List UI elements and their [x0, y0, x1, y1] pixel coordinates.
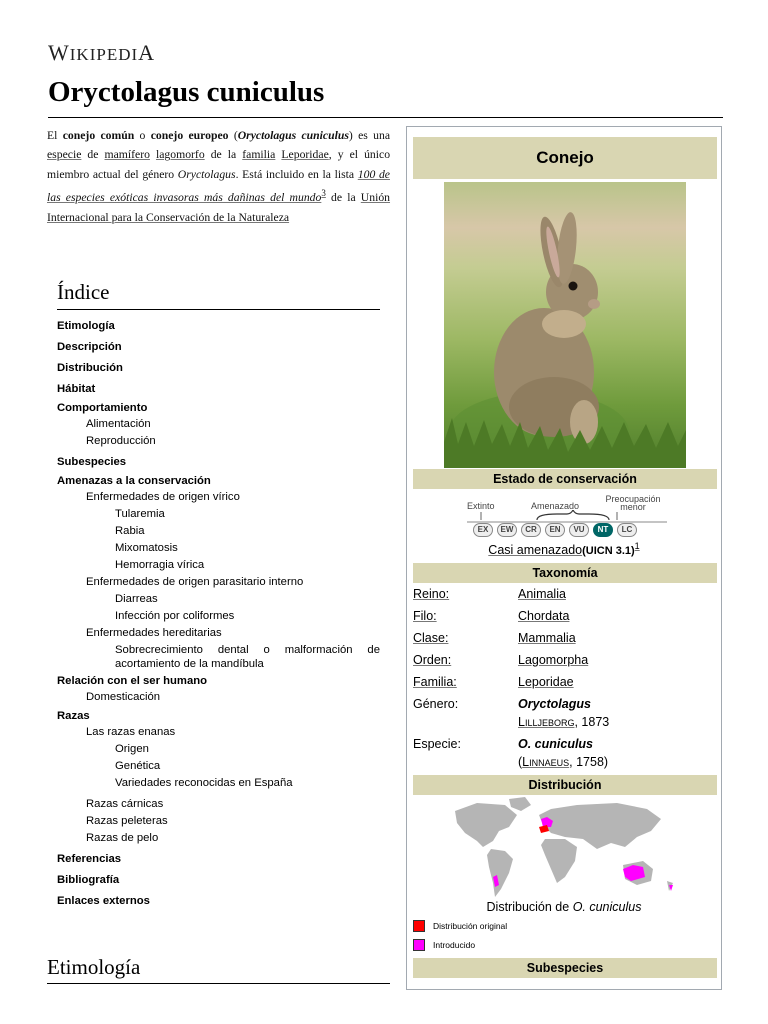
- toc-list: [57, 310, 380, 910]
- distribution-map[interactable]: [447, 797, 681, 901]
- uicn-version: (UICN 3.1): [582, 545, 635, 558]
- link-lagomorfo[interactable]: lagomorfo: [155, 148, 205, 162]
- toc-subsubitem[interactable]: Hemorragia vírica: [115, 559, 205, 571]
- toc-item[interactable]: Etimología: [57, 320, 115, 332]
- toc-subsubitem[interactable]: Sobrecrecimiento dental o malformación de acortamiento de la mandíbula: [115, 644, 380, 670]
- link-familia[interactable]: familia: [242, 148, 276, 162]
- taxon-value: Oryctolagus: [518, 697, 591, 711]
- label-threatened: Amenazado: [531, 501, 580, 511]
- toc-subitem[interactable]: Domesticación: [86, 691, 161, 703]
- status-en: EN: [545, 523, 565, 537]
- status-nt-active: NT: [593, 523, 613, 537]
- toc-subitem[interactable]: Alimentación: [86, 418, 151, 430]
- legend-swatch-magenta: [413, 939, 425, 951]
- conservation-status-text: [407, 541, 721, 557]
- taxon-authority: (Linnaeus, 1758): [518, 755, 609, 769]
- intro-paragraph: El conejo común o conejo europeo (Oryctolagus cuniculus) es una especie de mamífero lagomorfo de la familia Leporidae, y el único miembro actual del género Oryctolagus. Está incluido en la lista 100 de las especies exóticas invasoras más dañinas del mundo$^3$ de la Unión Internacional para la Conservación de la Naturaleza: [47, 129, 391, 224]
- link-uicn[interactable]: Unión Internacional para la Conservación de la Naturaleza: [47, 191, 391, 224]
- toc-subsubitem[interactable]: Genética: [115, 760, 161, 772]
- conservation-status-scale: [473, 523, 637, 537]
- taxonomy-heading: Taxonomía: [413, 563, 717, 583]
- toc-subitem[interactable]: Enfermedades de origen vírico: [86, 491, 240, 503]
- rabbit-illustration: [444, 182, 686, 468]
- status-vu: VU: [569, 523, 589, 537]
- distribution-heading: Distribución: [413, 775, 717, 795]
- taxon-key[interactable]: Orden:: [413, 653, 452, 667]
- toc-item[interactable]: Comportamiento: [57, 402, 148, 414]
- toc-subitem[interactable]: Enfermedades hereditarias: [86, 627, 222, 639]
- table-of-contents: [57, 280, 380, 910]
- toc-subsubitem[interactable]: Mixomatosis: [115, 542, 178, 554]
- subspecies-heading: Subespecies: [413, 958, 717, 978]
- taxon-value-link[interactable]: Chordata: [518, 609, 570, 623]
- toc-item[interactable]: Subespecies: [57, 456, 127, 468]
- taxon-key: Género:: [413, 697, 459, 711]
- toc-subitem[interactable]: Reproducción: [86, 435, 156, 447]
- logo-letter-w: W: [48, 40, 70, 65]
- taxon-value-link[interactable]: Animalia: [518, 587, 566, 601]
- toc-subsubitem[interactable]: Variedades reconocidas en España: [115, 777, 293, 789]
- toc-subitem[interactable]: Las razas enanas: [86, 726, 176, 738]
- logo-letter-a: A: [138, 40, 156, 65]
- page-title: Oryctolagus cuniculus: [48, 76, 325, 108]
- reference-1[interactable]: 1: [634, 541, 640, 551]
- taxon-key[interactable]: Filo:: [413, 609, 437, 623]
- conservation-heading: Estado de conservación: [413, 469, 717, 489]
- legend-original: [413, 920, 507, 932]
- taxon-key: Especie:: [413, 737, 461, 751]
- legend-label: Distribución original: [433, 921, 508, 931]
- toc-item[interactable]: Bibliografía: [57, 874, 120, 886]
- wikipedia-logo[interactable]: [48, 40, 155, 66]
- link-casi-amenazado[interactable]: Casi amenazado: [488, 543, 583, 558]
- link-especie[interactable]: especie: [47, 148, 82, 162]
- taxon-value-link[interactable]: Leporidae: [518, 675, 574, 689]
- label-least-concern: Preocupación menor: [605, 494, 661, 512]
- status-ex: EX: [473, 523, 493, 537]
- toc-subsubitem[interactable]: Diarreas: [115, 593, 158, 605]
- taxon-key[interactable]: Clase:: [413, 631, 449, 645]
- legend-introduced: [413, 939, 475, 951]
- infobox: [406, 126, 722, 990]
- toc-item[interactable]: Enlaces externos: [57, 895, 150, 907]
- toc-subsubitem[interactable]: Tularemia: [115, 508, 165, 520]
- legend-swatch-red: [413, 920, 425, 932]
- distribution-caption: Distribución de O. cuniculus: [486, 900, 642, 914]
- status-lc: LC: [617, 523, 637, 537]
- section-heading-etimologia: Etimología: [47, 955, 390, 984]
- link-100-especies[interactable]: 100 de las especies exóticas invasoras más dañinas del mundo: [47, 167, 390, 205]
- toc-subsubitem[interactable]: Origen: [115, 743, 149, 755]
- toc-subsubitem[interactable]: Infección por coliformes: [115, 610, 235, 622]
- toc-item[interactable]: Referencias: [57, 853, 122, 865]
- logo-middle: IKIPEDI: [69, 45, 139, 64]
- link-leporidae[interactable]: Leporidae: [281, 148, 329, 162]
- conservation-scale-brackets: [467, 510, 667, 524]
- label-extinct: Extinto: [467, 501, 495, 511]
- toc-item[interactable]: Relación con el ser humano: [57, 675, 208, 687]
- taxon-key[interactable]: Familia:: [413, 675, 457, 689]
- toc-item[interactable]: Descripción: [57, 341, 122, 353]
- reference-3[interactable]: 3: [321, 188, 326, 199]
- toc-item[interactable]: Distribución: [57, 362, 123, 374]
- toc-subitem[interactable]: Razas cárnicas: [86, 798, 164, 810]
- rabbit-photo[interactable]: [444, 182, 686, 468]
- legend-label: Introducido: [433, 940, 476, 950]
- taxon-key[interactable]: Reino:: [413, 587, 450, 601]
- taxon-value: O. cuniculus: [518, 737, 594, 751]
- status-ew: EW: [497, 523, 517, 537]
- taxon-value-link[interactable]: Lagomorpha: [518, 653, 589, 667]
- toc-subitem[interactable]: Enfermedades de origen parasitario interno: [86, 576, 304, 588]
- toc-subitem[interactable]: Razas peleteras: [86, 815, 168, 827]
- taxon-authority: Lilljeborg, 1873: [518, 715, 610, 729]
- toc-subitem[interactable]: Razas de pelo: [86, 832, 159, 844]
- title-divider: [48, 117, 723, 118]
- author-link[interactable]: Linnaeus: [522, 755, 570, 769]
- infobox-title: Conejo: [413, 137, 717, 179]
- author-link[interactable]: Lilljeborg: [518, 715, 575, 729]
- toc-heading: Índice: [57, 280, 380, 310]
- toc-subsubitem[interactable]: Rabia: [115, 525, 145, 537]
- toc-item[interactable]: Hábitat: [57, 383, 96, 395]
- link-mamifero[interactable]: mamífero: [104, 148, 150, 162]
- status-cr: CR: [521, 523, 541, 537]
- toc-item[interactable]: Amenazas a la conservación: [57, 475, 211, 487]
- toc-item[interactable]: Razas: [57, 710, 90, 722]
- taxon-value-link[interactable]: Mammalia: [518, 631, 576, 645]
